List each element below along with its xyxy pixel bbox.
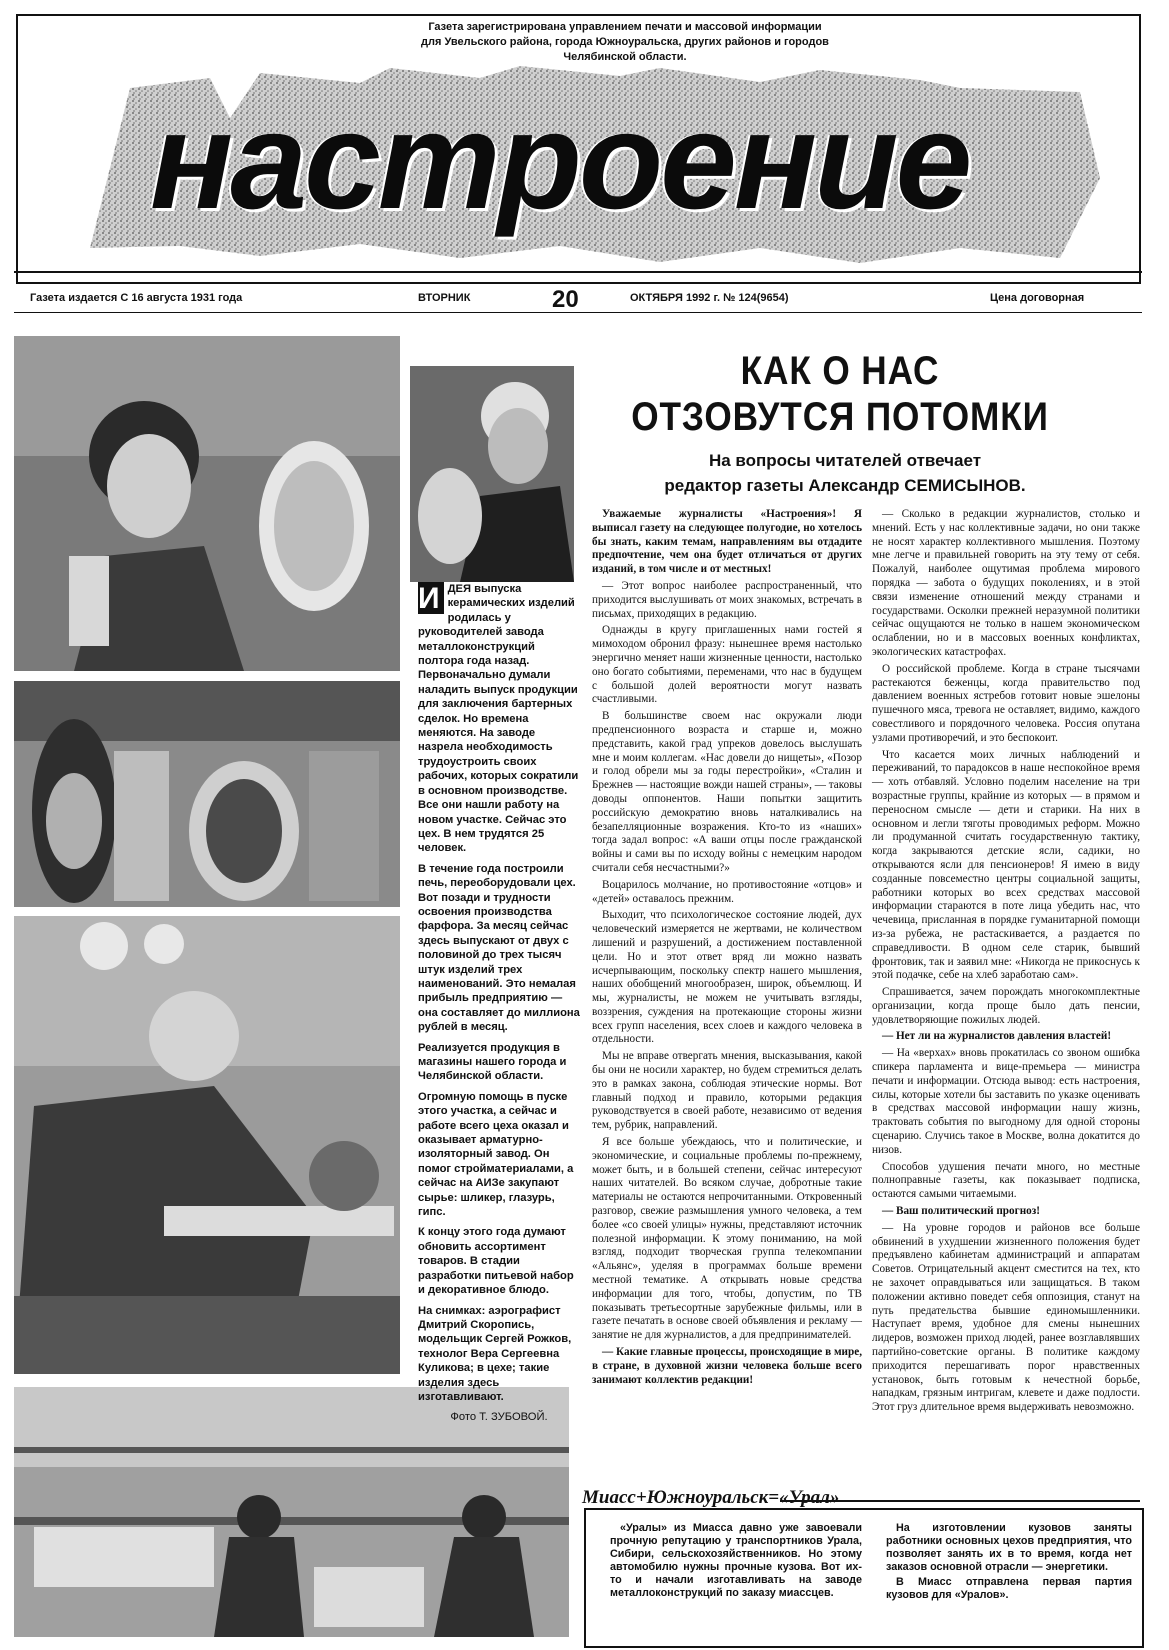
price-label: Цена договорная bbox=[990, 292, 1085, 304]
article-paragraph: Выходит, что психологическое состояние людей, дух человеческий измеряется не жертвами, не количеством лишений и разрушений, а достижением поставленной цели. Но и этот ответ вряд ли можно назвать исчерпывающим, поскольку спектр нашего мышления, наших обобщений многообразен, широк, объемлющ. И мы, журналисты, не можем не учитывать взгляды, воззрения, суждения на протекающие стороны жизни всех групп населения, всех слоев и каждого человека в отдельности. bbox=[592, 909, 862, 1046]
article-paragraph: Однажды в кругу приглашенных нами гостей я мимоходом обронил фразу: нынешнее время настолько энергично меняет наши жизненные ценности, настолько оно богато событиями, переменами, что нас в будущем с большой долей вероятности могут назвать счастливыми. bbox=[592, 624, 862, 706]
article-paragraph: Я все больше убеждаюсь, что и политические, и экономические, и социальные проблемы по-прежнему, может быть, и в большей степени, сейчас интересуют наших читателей. Во всяком случае, добротные такие материалы не остаются непрочитанными. Откровенный разговор, свежие размышления умного человека, а тем более «со своей улицы» нужны, представляют источник полезной информации. К этому пониманию, на мой взгляд, подходит творческая группа телекомпании «Альянс», уделяя в программах больше времени местной тематике. А открывать новые средства информации для того, чтобы, допустим, по ТВ показывать третьесортные зарубежные фильмы, или в газете печатать в основе своей объявления и рекламу — занятие не для журналистов, а для предпринимателей. bbox=[592, 1136, 862, 1342]
photo-worker-at-bench bbox=[14, 916, 400, 1374]
article-paragraph: — На «верхах» вновь прокатилась со звоном ошибка спикера парламента и вице-премьера — министра печати и информации. Отсюда вывод: есть настроения, силы, которые хотели бы заставить по указке оценивать в средствах массовой информации нашу жизнь, трактовать события по выгодному для одной стороны сценарию. Случись такое в Москве, волна докатится до низов. bbox=[872, 1047, 1140, 1156]
article-paragraph: — Этот вопрос наиболее распространенный, что приходится выслушивать от моих знакомых, встречать в письмах, приходящих в редакцию. bbox=[592, 579, 862, 620]
box-column-1: «Уралы» из Миасса давно уже завоевали прочную репутацию у транспортников Урала, Сибири, сельскохозяйственников. Но этому автомобилю нужны прочные кузова. Вот их-то и начали изготавливать на заводе металлоконструкций по заказу миассцев. bbox=[610, 1522, 862, 1599]
article-paragraph: О российской проблеме. Когда в стране тысячами растекаются беженцы, когда правительство под давлением военных ястребов готовит новые эшелоны пушечного мяса, тревога не оставляет, видимо, каждого совестливого и порядочного человека. Россия опутана узлами противоречий, и это беспокоит. bbox=[872, 662, 1140, 744]
article-paragraph: Что касается моих личных наблюдений и переживаний, то парадоксов в наше неспокойное время — хоть отбавляй. Условно поделим население на три возрастные группы, крайние из которых — в прямом и переносном смысле — дети и старики. На них в основном и легли тяготы проводимых реформ. Можно ли продуманной считать государственную тактику, когда закрываются детские ясли, садики, но открываются ясли для пенсионеров! Я имею в виду созданные повсеместно центры социальной защиты, работники которых во всех средствах массовой информации стараются в поте лица убедить нас, что чечевица, присланная в порядке гуманитарной помощи из-за рубежа, не растаскивается, а раздается по справедливости. В одном селе старик, бывший фронтовик, так и заявил мне: «Никогда не прикоснусь к этой подачке, себе на хлеб заработаю сам». bbox=[872, 748, 1140, 982]
article-column-1 bbox=[592, 508, 862, 1390]
article-paragraph: В большинстве своем нас окружали люди предпенсионного возраста и старше и, можно представить, какой град упреков довелось выслушать мне и моим коллегам. «Нас довели до нищеты», «Позор и голод обрели мы за годы перестройки», «Сталин и Брежнев — настоящие вожди нашей страны», — таковы доводы оппонентов. Наши попытки защитить российскую демократию вновь наталкивались на безапелляционные возражения. Кто-то из «наших» тогда задал вопрос: «А ваши отцы после гражданской войны и сами вы по исходу войны с немецким народом считали себя несчастными?» bbox=[592, 710, 862, 874]
article-paragraph: Уважаемые журналисты «Настроения»! Я выписал газету на следующее полугодие, но хотелось бы знать, каким темам, направлениям вы отдадите предпочтение, чем она будет отличаться от других изданий, в том числе и от местных! bbox=[592, 508, 862, 576]
issue-day: 20 bbox=[552, 286, 579, 313]
article-paragraph: Воцарилось молчание, но противостояние «отцов» и «детей» оставалось прежним. bbox=[592, 878, 862, 905]
article-subheadline: На вопросы читателей отвечает редактор газеты Александр СЕМИСЫНОВ. bbox=[664, 451, 1026, 495]
box-column-2: На изготовлении кузовов заняты работники основных цехов предприятия, что позволяет занять их в то время, когда нет заказов основной отрасли — энергетики. В Миасс отправлена первая партия кузовов для «Уралов». bbox=[886, 1522, 1132, 1601]
weekday: ВТОРНИК bbox=[418, 292, 471, 304]
registration-notice: Газета зарегистрирована управлением печати и массовой информации для Увельского района, города Южноуральска, других районов и городов Челябинской области. bbox=[421, 21, 829, 63]
photo-potter-with-vase bbox=[14, 336, 400, 671]
article-paragraph: — Нет ли на журналистов давления властей! bbox=[882, 1030, 1112, 1043]
masthead-rule bbox=[14, 271, 1142, 273]
article-paragraph: — Какие главные процессы, происходящие в мире, в стране, в духовной жизни человека больше всего занимают коллектив редакции! bbox=[592, 1346, 862, 1386]
box-title-rule bbox=[780, 1500, 1140, 1502]
ceramics-article: И ДЕЯ выпуска керамических изделий родилась у руководителей завода металлоконструкций полтора года назад. Первоначально думали наладить выпуск продукции для заключения бартерных сделок. Но времена меняются. На заводе назрела необходимость трудоустроить своих рабочих, которых сократили в основном производстве. Все они нашли работу на новом участке. Сейчас это цех. В нем трудятся 25 человек. В течение года построили печь, переоборудовали цех. Вот позади и трудности освоения производства фарфора. За месяц сейчас здесь выпускают от двух с половиной до трех тысяч штук изделий трех наименований. Это немалая прибыль предприятию — она составляет до миллиона рублей в месяц. Реализуется продукция в магазины нашего города и Челябинской области. Огромную помощь в пуске этого участка, а сейчас и работе всего цеха оказал и оказывает арматурно-изоляторный завод. Он помог стройматериалами, а сейчас на АИЗе закупают сырье: шликер, глазурь, гипс. К концу этого года думают обновить ассортимент товаров. В стадии разработки питьевой набор и декоративное блюдо. На снимках: аэрографист Дмитрий Скоропись, модельщик Сергей Рожков, технолог Вера Сергеевна Куликова; в цехе; такие изделия здесь изготавливают. Фото Т. ЗУБОВОЙ. bbox=[418, 582, 580, 1424]
dateline-rule bbox=[14, 312, 1142, 313]
drop-cap: И bbox=[418, 582, 444, 614]
article-column-2 bbox=[872, 508, 1140, 1418]
article-paragraph: — На уровне городов и районов все больше обвинений в ухудшении жизненного положения будет предъявлено кабинетам администраций и аппаратам Советов. Отрицательный акцент сместится на тех, кто не захочет оправдываться или защищаться. В таком положении активно поведет себя оппозиция, станут на путь предательства бывшие единомышленники. Наступает время, удобное для смены нынешних лидеров, возможен приход людей, ранее возглавлявших партийно-советские органы. В политике каждому приходится перешагивать порог нравственных установок, быть готовым к нечестной борьбе, нападкам, грязным интригам, клевете и даже подлости. Этот груз длительное время выдерживать невозможно. bbox=[872, 1221, 1140, 1414]
article-paragraph: Спрашивается, зачем порождать многокомплектные организации, когда проще было дать пенсии, удовлетворяющие пожилых людей. bbox=[872, 986, 1140, 1026]
photo-credit: Фото Т. ЗУБОВОЙ. bbox=[450, 1411, 548, 1424]
article-paragraph: — Сколько в редакции журналистов, столько и мнений. Есть у нас коллективные задачи, но они также не носят характер коллективного мышления. Поэтому мне легче и правильней говорить на эту тему от себя. Пожалуй, наиболее ощутимая проблема мирового порядка — забота о будущих поколениях, и в этой связи изменение отношений между странами и государствами. Осколки прежней неразумной политики сейчас ощущаются не только в нашем экономическом ослаблении, но и в массовых военных конфликтах, экологических катастрофах. bbox=[872, 508, 1140, 658]
newspaper-logo: настроение bbox=[150, 84, 970, 238]
photo-ceramic-vases bbox=[14, 681, 400, 907]
issue-date-number: ОКТЯБРЯ 1992 г. № 124(9654) bbox=[630, 292, 789, 304]
box-title: Миасс+Южноуральск=«Урал» bbox=[582, 1487, 840, 1508]
photo-woman-painting bbox=[410, 366, 574, 582]
article-paragraph: Мы не вправе отвергать мнения, высказывания, какой бы они не носили характер, но будем стремиться делать это в рамках закона, соблюдая этические нормы. Вот главный подход и правило, которыми редакция руководствуется в своей работе, независимо от ведения тем, рубрик, направлений. bbox=[592, 1050, 862, 1132]
article-paragraph: — Ваш политический прогноз! bbox=[882, 1205, 1040, 1218]
article-paragraph: Способов удушения печати много, но местные полноправные газеты, как показывает подписка, остаются самыми читаемыми. bbox=[872, 1160, 1140, 1201]
article-headline: КАК О НАС ОТЗОВУТСЯ ПОТОМКИ bbox=[631, 349, 1049, 439]
founded-line: Газета издается С 16 августа 1931 года bbox=[30, 292, 243, 304]
